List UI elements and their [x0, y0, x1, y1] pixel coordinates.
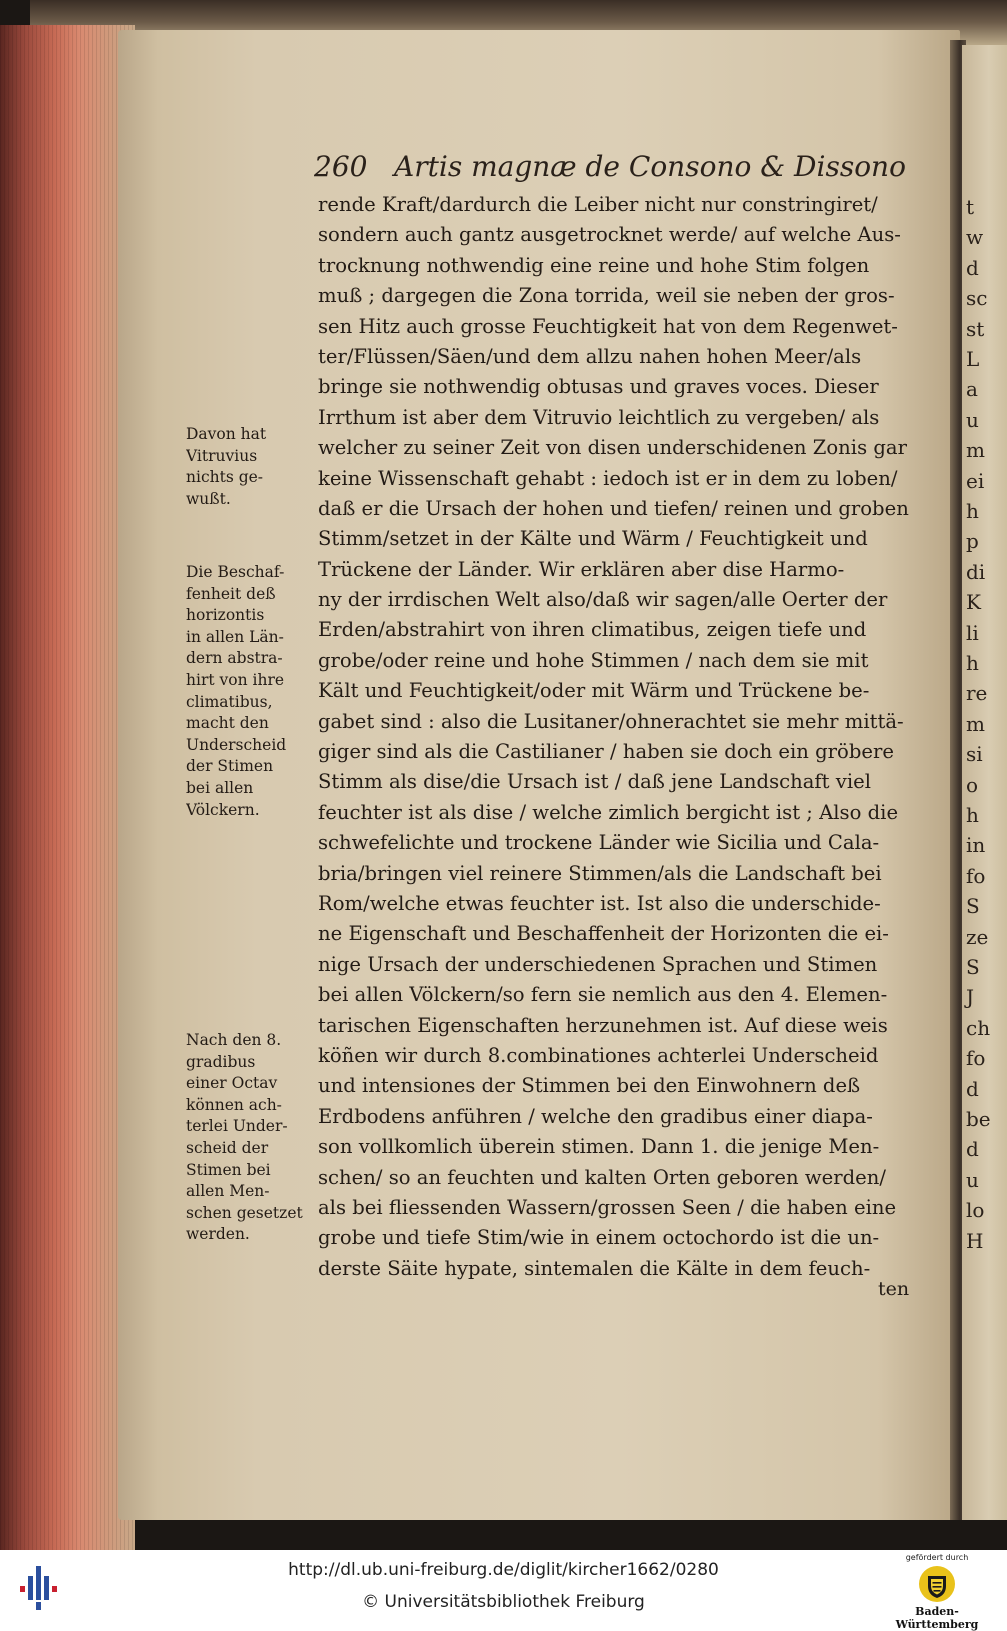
body-line: bringe sie nothwendig obtusas und graves voces. Dieser [318, 375, 879, 399]
body-line: keine Wissenschaft gehabt : iedoch ist er in dem zu loben/ [318, 466, 898, 490]
citation-url[interactable]: http://dl.ub.uni-freiburg.de/diglit/kircher1662/0280 [288, 1560, 719, 1580]
body-line: feuchter ist als dise / welche zimlich bergicht ist ; Also die [318, 800, 899, 824]
facing-page-fragment: d [966, 1137, 979, 1162]
body-line: nige Ursach der underschiedenen Sprachen und Stimen [318, 952, 878, 976]
facing-page-fragment: be [966, 1107, 991, 1131]
margin-note-gradibus [186, 1030, 314, 1246]
margin-note-line: climatibus, [186, 692, 273, 711]
margin-note-line: Völckern. [186, 800, 260, 819]
body-line: ny der irrdischen Welt also/daß wir sagen/alle Oerter der [318, 588, 888, 612]
margin-note-line: fenheit deß [186, 584, 276, 603]
facing-page-fragment: st [966, 316, 985, 341]
margin-note-line: scheid der [186, 1138, 269, 1157]
sponsor-block [876, 1552, 998, 1631]
margin-note-line: bei allen [186, 778, 254, 797]
facing-page-fragment: o [966, 772, 979, 797]
facing-page-fragment: lo [966, 1198, 985, 1223]
facing-page-fragment: m [966, 438, 985, 463]
facing-page-fragment: re [966, 681, 988, 706]
body-line: Trückene der Länder. Wir erklären aber dise Harmo- [318, 557, 845, 581]
running-head [314, 150, 934, 184]
body-text [318, 190, 930, 1284]
margin-note-beschaffenheit [186, 562, 314, 821]
margin-note-line: in allen Län- [186, 627, 284, 646]
running-title: Artis magnæ de Consono & Dissono [394, 150, 906, 183]
facing-page-fragment: ze [966, 924, 989, 949]
margin-note-line: werden. [186, 1225, 250, 1244]
facing-page-fragment: t [966, 195, 975, 219]
margin-note-line: Stimen bei [186, 1160, 271, 1179]
body-line: sondern auch gantz ausgetrocknet werde/ auf welche Aus- [318, 223, 901, 247]
facing-page-fragment: h [966, 803, 979, 827]
margin-note-line: der Stimen [186, 757, 274, 776]
sponsor-name: Baden-Württemberg [895, 1605, 979, 1631]
facing-page-fragment: d [966, 255, 979, 280]
margin-note-line: dern abstra- [186, 649, 283, 668]
sponsor-label: gefördert durch [905, 1553, 969, 1562]
body-line: schen/ so an feuchten und kalten Orten geboren werden/ [318, 1165, 886, 1189]
state-crest-icon [917, 1564, 957, 1604]
facing-page-fragment: a [966, 377, 978, 402]
body-line: daß er die Ursach der hohen und tiefen/ reinen und groben [318, 496, 909, 520]
facing-page-fragment: fo [966, 863, 986, 888]
body-line: als bei fliessenden Wassern/grossen Seen / die haben eine [318, 1195, 897, 1219]
facing-page-fragment: ch [966, 1015, 991, 1040]
facing-page-fragment: H [966, 1228, 984, 1253]
body-line: grobe und tiefe Stim/wie in einem octochordo ist die un- [318, 1226, 880, 1250]
margin-note-line: terlei Under- [186, 1117, 288, 1136]
body-line: tarischen Eigenschaften herzunehmen ist. Auf diese weis [318, 1013, 888, 1037]
body-line: sen Hitz auch grosse Feuchtigkeit hat von dem Regenwet- [318, 314, 898, 338]
margin-note-line: wußt. [186, 489, 231, 508]
body-line: Stimm/setzet in der Kälte und Wärm / Feuchtigkeit und [318, 527, 868, 551]
body-line: rende Kraft/dardurch die Leiber nicht nur constringiret/ [318, 193, 878, 216]
body-line: welcher zu seiner Zeit von disen underschidenen Zonis gar [318, 436, 907, 460]
margin-note-line: allen Men- [186, 1182, 270, 1201]
body-line: Irrthum ist aber dem Vitruvio leichtlich zu vergeben/ als [318, 405, 880, 429]
page-number: 260 [314, 150, 368, 183]
facing-page-fragment: K [966, 590, 981, 615]
facing-page-fragment: si [966, 742, 983, 767]
body-line: köñen wir durch 8.combinationes achterlei Underscheid [318, 1043, 879, 1067]
body-line: Erdbodens anführen / welche den gradibus einer diapa- [318, 1104, 873, 1128]
facing-page-fragment: d [966, 1076, 979, 1101]
body-line: gabet sind : also die Lusitaner/ohnerachtet sie mehr mittä- [318, 709, 904, 733]
facing-page-fragment: u [966, 407, 979, 432]
body-line: Erden/abstrahirt von ihren climatibus, zeigen tiefe und [318, 618, 867, 642]
body-line: schwefelichte und trockene Länder wie Sicilia und Cala- [318, 831, 880, 855]
margin-note-line: können ach- [186, 1095, 282, 1114]
body-line: derste Säite hypate, sintemalen die Kälte in dem feuch- [318, 1256, 871, 1280]
facing-page-fragment: u [966, 1167, 979, 1192]
facing-page-fragment: h [966, 499, 979, 523]
facing-page-fragment: sc [966, 286, 988, 311]
facing-page-fragment: L [966, 347, 980, 371]
copyright-notice: © Universitätsbibliothek Freiburg [362, 1592, 645, 1612]
margin-note-line: Vitruvius [186, 446, 258, 465]
margin-note-line: macht den [186, 714, 269, 733]
facing-page-fragment: in [966, 833, 986, 858]
facing-page-fragment: fo [966, 1046, 986, 1071]
catchword: ten [878, 1278, 910, 1300]
body-line: muß ; dargegen die Zona torrida, weil sie neben der gros- [318, 284, 895, 308]
margin-note-line: horizontis [186, 606, 265, 625]
margin-note-line: Underscheid [186, 735, 287, 754]
facing-page-fragment: p [966, 529, 979, 554]
margin-note-line: Die Beschaf- [186, 563, 285, 581]
margin-note-line: Davon hat [186, 425, 267, 443]
margin-note-vitruvius [186, 424, 314, 510]
facing-page-fragment: li [966, 620, 979, 645]
body-line: und intensiones der Stimmen bei den Einwohnern deß [318, 1074, 861, 1098]
margin-note-line: schen gesetzet [186, 1203, 303, 1222]
body-line: ne Eigenschaft und Beschaffenheit der Horizonten die ei- [318, 922, 889, 946]
body-line: ter/Flüssen/Säen/und dem allzu nahen hohen Meer/als [318, 344, 862, 368]
facing-page-strip [962, 45, 1007, 1520]
body-line: trocknung nothwendig eine reine und hohe Stim folgen [318, 253, 870, 277]
margin-note-line: Nach den 8. [186, 1031, 282, 1049]
facing-page-fragment: S [966, 894, 980, 919]
body-line: grobe/oder reine und hohe Stimmen / nach dem sie mit [318, 648, 869, 672]
body-line: Stimm als dise/die Ursach ist / daß jene Landschaft viel [318, 770, 871, 794]
page-block-edge [0, 25, 135, 1550]
margin-note-line: einer Octav [186, 1074, 278, 1093]
body-line: bei allen Völckern/so fern sie nemlich aus den 4. Elemen- [318, 983, 888, 1007]
body-line: Rom/welche etwas feuchter ist. Ist also die underschide- [318, 891, 881, 915]
margin-note-line: hirt von ihre [186, 670, 285, 689]
facing-page-fragment: ei [966, 468, 985, 493]
facing-page-fragment: w [966, 225, 984, 250]
facing-page-fragment: S [966, 955, 980, 979]
body-line: son vollkomlich überein stimen. Dann 1. die jenige Men- [318, 1135, 880, 1159]
facing-page-fragment: m [966, 711, 985, 736]
body-line: giger sind als die Castilianer / haben sie doch ein gröbere [318, 740, 894, 764]
facing-page-fragment: di [966, 559, 986, 584]
footer-bar [0, 1550, 1007, 1631]
body-line: Kält und Feuchtigkeit/oder mit Wärm und Trückene be- [318, 679, 870, 703]
facing-page-fragment: J [966, 985, 975, 1010]
facing-page-fragment: h [966, 651, 979, 675]
margin-note-line: nichts ge- [186, 468, 264, 487]
body-line: bria/bringen viel reinere Stimmen/als die Landschaft bei [318, 861, 882, 885]
margin-note-line: gradibus [186, 1052, 256, 1071]
